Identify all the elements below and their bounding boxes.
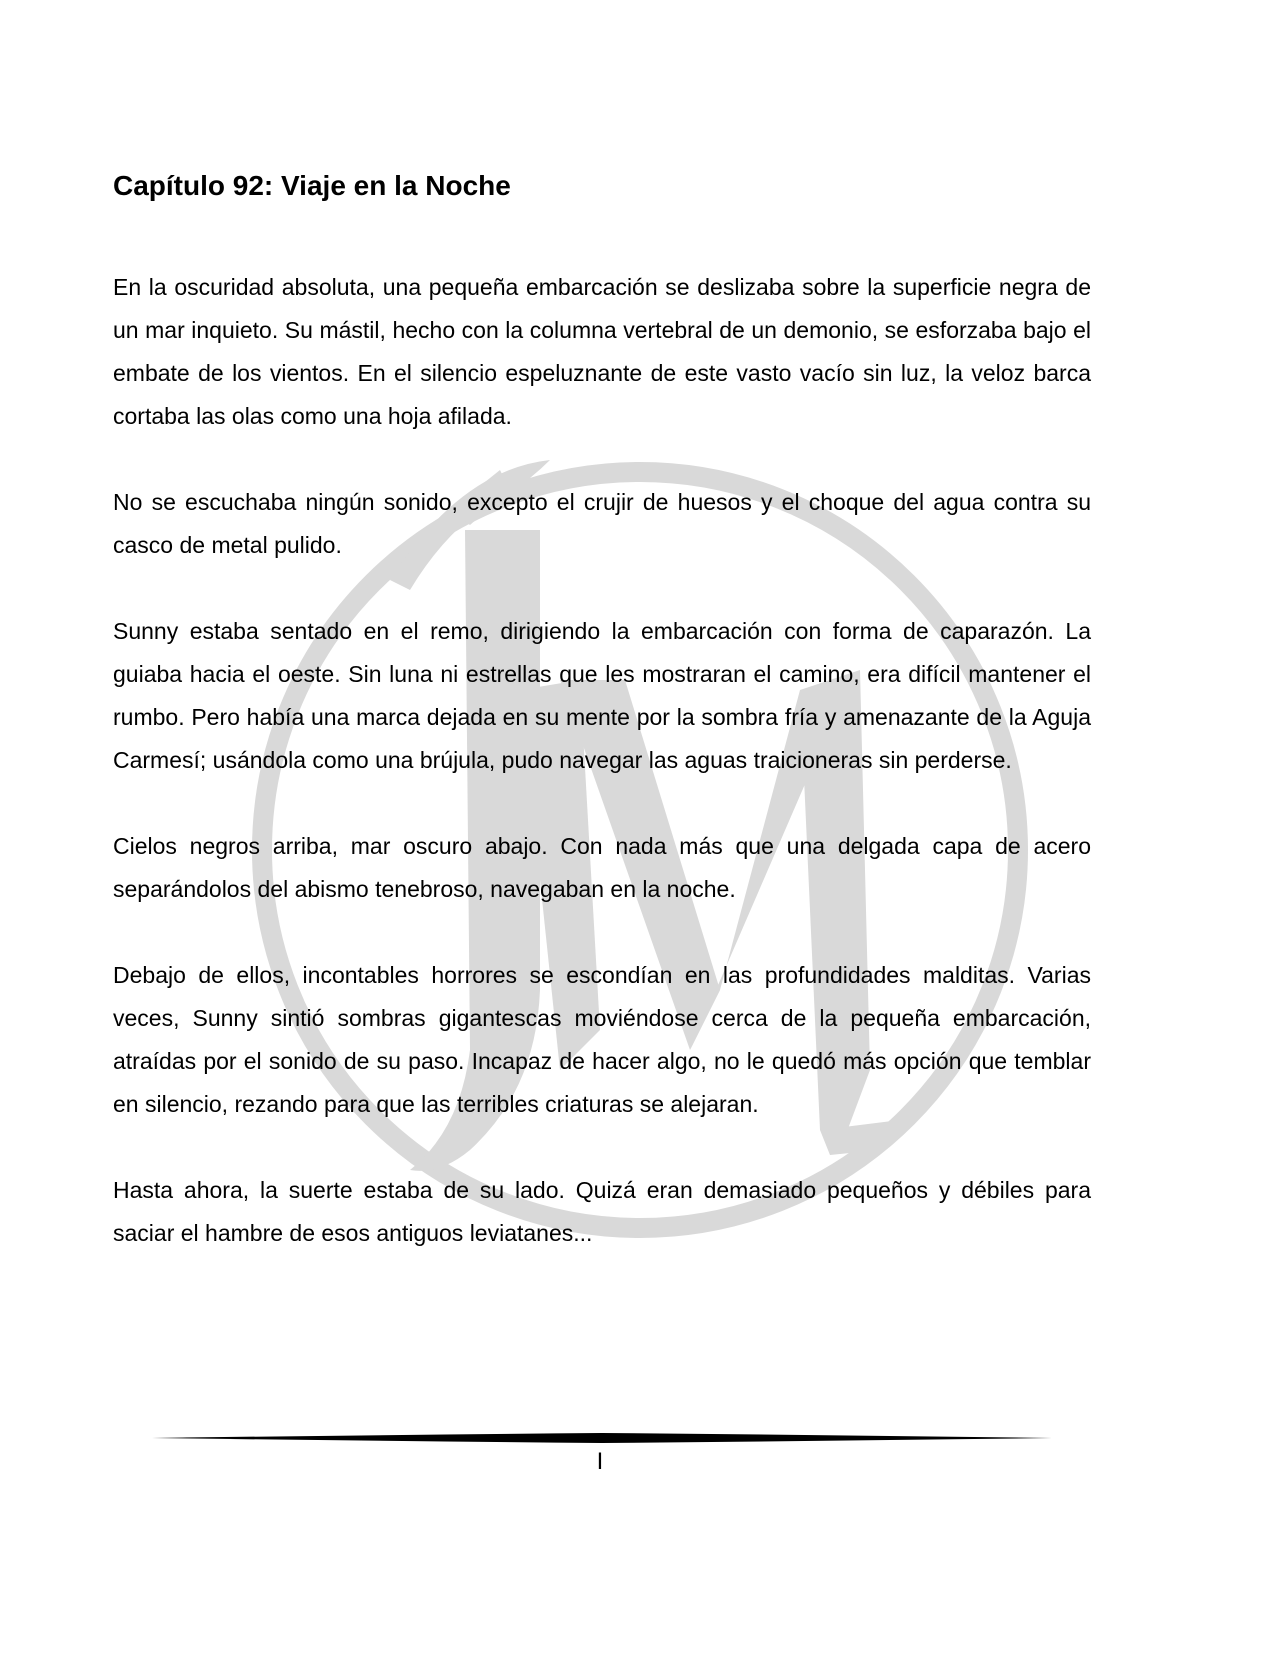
paragraph-4: Cielos negros arriba, mar oscuro abajo. Con nada más que una delgada capa de acero separándolos del abismo tenebroso, navegaban en la noche. bbox=[113, 833, 1091, 902]
footer-divider bbox=[152, 1432, 1052, 1444]
chapter-title: Capítulo 92: Viaje en la Noche bbox=[113, 170, 511, 201]
chapter-content bbox=[113, 168, 1091, 1298]
paragraph-2: No se escuchaba ningún sonido, excepto el crujir de huesos y el choque del agua contra su casco de metal pulido. bbox=[113, 489, 1091, 558]
paragraph-3: Sunny estaba sentado en el remo, dirigiendo la embarcación con forma de caparazón. La guiaba hacia el oeste. Sin luna ni estrellas que les mostraran el camino, era difícil mantener el rumbo. Pero había una marca dejada en su mente por la sombra fría y amenazante de la Aguja Carmesí; usándola como una brújula, pudo navegar las aguas traicioneras sin perderse. bbox=[113, 618, 1091, 773]
paragraph-1: En la oscuridad absoluta, una pequeña embarcación se deslizaba sobre la superficie negra de un mar inquieto. Su mástil, hecho con la columna vertebral de un demonio, se esforzaba bajo el embate de los vientos. En el silencio espeluznante de este vasto vacío sin luz, la veloz barca cortaba las olas como una hoja afilada. bbox=[113, 274, 1091, 429]
paragraph-5: Debajo de ellos, incontables horrores se escondían en las profundidades malditas. Varias veces, Sunny sintió sombras gigantescas moviéndose cerca de la pequeña embarcación, atraídas por el sonido de su paso. Incapaz de hacer algo, no le quedó más opción que temblar en silencio, rezando para que las terribles criaturas se alejaran. bbox=[113, 962, 1091, 1117]
paragraph-6: Hasta ahora, la suerte estaba de su lado. Quizá eran demasiado pequeños y débiles para saciar el hambre de esos antiguos leviatanes... bbox=[113, 1177, 1091, 1246]
page-number: I bbox=[596, 1448, 604, 1475]
